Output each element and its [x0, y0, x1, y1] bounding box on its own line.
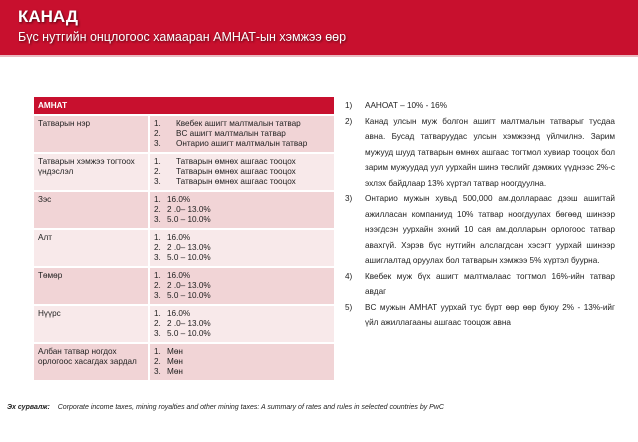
item-number: 1. — [154, 233, 161, 242]
item-number: 3. — [154, 329, 161, 338]
slide-title: КАНАД — [18, 7, 78, 26]
row-values — [150, 344, 334, 380]
item-number: 3. — [154, 177, 161, 186]
note-number: 4) — [345, 271, 353, 281]
row-value: Мөн — [167, 367, 183, 376]
row-value: BC ашигт малтмалын татвар — [176, 129, 286, 138]
item-number: 3. — [154, 139, 161, 148]
note-text: ААНОАТ – 10% - 16% — [365, 101, 447, 110]
slide-header — [0, 0, 638, 55]
note-item — [345, 191, 615, 269]
note-number: 1) — [345, 101, 353, 110]
item-number: 2. — [154, 243, 161, 252]
item-number: 2. — [154, 319, 161, 328]
item-number: 1. — [154, 271, 161, 280]
row-label: Татварын нэр — [34, 116, 150, 152]
item-number: 3. — [154, 253, 161, 262]
row-value: 16.0% — [167, 309, 191, 318]
item-number: 2. — [154, 357, 161, 366]
row-value: 5.0 – 10.0% — [167, 253, 211, 262]
item-number: 2. — [154, 205, 161, 214]
row-value: Татварын өмнөх ашгаас тооцох — [176, 177, 296, 186]
header-divider — [0, 55, 638, 57]
note-item — [345, 269, 615, 300]
row-label: Татварын хэмжээ тогтоох үндэслэл — [34, 154, 150, 190]
row-value: 16.0% — [167, 233, 191, 242]
row-values — [150, 192, 334, 228]
table-row — [34, 154, 334, 190]
row-value: 2 .0– 13.0% — [167, 281, 211, 290]
row-value: 5.0 – 10.0% — [167, 329, 211, 338]
table-row — [34, 344, 334, 380]
row-value: 5.0 – 10.0% — [167, 291, 211, 300]
item-number: 3. — [154, 215, 161, 224]
row-value: Мөн — [167, 347, 183, 356]
table-header: АМНАТ — [34, 97, 334, 114]
row-values — [150, 154, 334, 190]
table-row — [34, 192, 334, 228]
note-item — [345, 98, 615, 114]
item-number: 1. — [154, 195, 161, 204]
item-number: 1. — [154, 309, 161, 318]
row-value: Мөн — [167, 357, 183, 366]
row-value: 16.0% — [167, 271, 191, 280]
row-value: Татварын өмнөх ашгаас тооцох — [176, 167, 296, 176]
row-value: 2 .0– 13.0% — [167, 243, 211, 252]
row-value: Квебек ашигт малтмалын татвар — [176, 119, 301, 128]
notes-list — [345, 98, 615, 331]
table-row — [34, 116, 334, 152]
item-number: 1. — [154, 347, 161, 356]
row-label: Нүүрс — [34, 306, 150, 342]
row-value: 2 .0– 13.0% — [167, 205, 211, 214]
row-label: Албан татвар ногдох орлогоос хасагдах зардал — [34, 344, 150, 380]
table-row — [34, 306, 334, 342]
item-number: 1. — [154, 157, 161, 166]
item-number: 3. — [154, 367, 161, 376]
row-label: Төмөр — [34, 268, 150, 304]
row-value: 5.0 – 10.0% — [167, 215, 211, 224]
note-text: Канад улсын муж болгон ашигт малтмалын татварыг тусдаа авна. Бусад татваруудaс улсын хэмжээнд үйлчилнэ. Зарим мужууд шууд татварын өмнөх ашгаас тогтмол хувиар тооцох бол зарим мужуудад уул уурхайн шинэ төслийг дэмжих үүднээс 2%-с эхлэх байдлаар 13% хүртэл татвар ноогдуулна. — [365, 116, 615, 188]
table-row — [34, 230, 334, 266]
item-number: 2. — [154, 281, 161, 290]
row-value: 2 .0– 13.0% — [167, 319, 211, 328]
item-number: 2. — [154, 167, 161, 176]
row-values — [150, 116, 334, 152]
note-number: 5) — [345, 302, 353, 312]
note-text: Онтарио мужын хувьд 500,000 ам.доллараас дээш ашигтай ажилласан компаниуд 10% татвар ноогдуулах бөгөөд шинээр нээгдсэн уурхайн эхний 10 сая ам.долларын орлогоос татвар авахгүй. Хэрэв бүс нутгийн алслагдсан хэсэгт уурхай шинээр ашиглалтад оруулах бол татварын хэмжээ 5% хүртэл буурна. — [365, 194, 615, 265]
note-item — [345, 300, 615, 331]
row-value: Татварын өмнөх ашгаас тооцох — [176, 157, 296, 166]
row-value: 16.0% — [167, 195, 191, 204]
row-value: Онтарио ашигт малтмалын татвар — [176, 139, 308, 148]
table-row — [34, 268, 334, 304]
source-text: Corporate income taxes, mining royalties and other mining taxes: A summary of rates and rules in selected countries by PwC — [57, 404, 444, 411]
source-footer — [7, 404, 632, 411]
note-text: BC мужын АМНАТ уурхай тус бүрт өөр өөр буюу 2% - 13%-ийг үйл ажиллагааны ашгаас тооцож авна — [365, 302, 615, 327]
item-number: 2. — [154, 129, 161, 138]
amnat-table — [34, 95, 334, 382]
row-values — [150, 268, 334, 304]
row-label: Зэс — [34, 192, 150, 228]
slide-subtitle: Бүс нутгийн онцлогоос хамааран АМНАТ-ын хэмжээ өөр — [18, 30, 347, 44]
row-values — [150, 306, 334, 342]
row-label: Алт — [34, 230, 150, 266]
note-number: 2) — [345, 116, 353, 126]
note-number: 3) — [345, 194, 353, 203]
source-label: Эх сурвалж: — [7, 404, 50, 411]
note-item — [345, 114, 615, 192]
note-text: Квебек муж бүх ашигт малтмалаас тогтмол 16%-ийн татвар авдаг — [365, 271, 615, 296]
row-values — [150, 230, 334, 266]
item-number: 1. — [154, 119, 161, 128]
item-number: 3. — [154, 291, 161, 300]
